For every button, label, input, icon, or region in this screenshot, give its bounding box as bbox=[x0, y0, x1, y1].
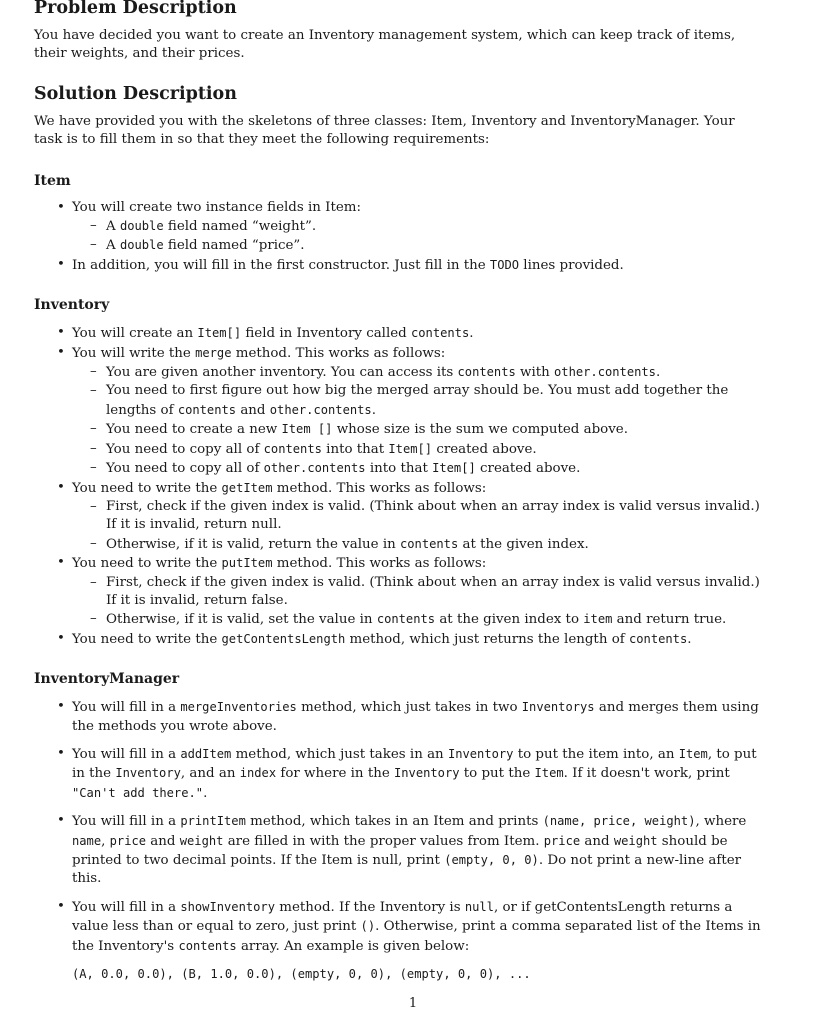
item-heading: Item bbox=[34, 172, 71, 189]
list-item: – You are given another inventory. You can access its contents with other.contents. bbox=[106, 363, 762, 382]
list-item: – You need to create a new Item [] whose size is the sum we computed above. bbox=[106, 420, 762, 439]
list-item: • In addition, you will fill in the first constructor. Just fill in the TODO lines provided. bbox=[72, 256, 762, 275]
inventory-heading: Inventory bbox=[34, 297, 110, 314]
inventory-list bbox=[34, 324, 762, 649]
list-item: • You will fill in a mergeInventories method, which just takes in two Inventorys and merges them using the methods you wrote above. bbox=[72, 698, 762, 736]
item-list bbox=[34, 199, 762, 276]
list-item: – Otherwise, if it is valid, set the value in contents at the given index to item and return true. bbox=[106, 610, 762, 629]
list-item: – A double field named “price”. bbox=[106, 236, 762, 255]
list-item: – You need to copy all of other.contents into that Item[] created above. bbox=[106, 459, 762, 478]
merge-steps bbox=[72, 363, 762, 478]
manager-list bbox=[34, 698, 762, 984]
page-number: 1 bbox=[408, 996, 418, 1011]
solution-text: We have provided you with the skeletons of three classes: Item, Inventory and InventoryManager. Your task is to fill them in so that they meet the following requirements: bbox=[34, 113, 735, 148]
list-item: • You will fill in a printItem method, which takes in an Item and prints (name, price, weight), where name, price and weight are filled in with the proper values from Item. price and weight should be printed to two decimal points. If the Item is null, print (empty, 0, 0). Do not print a new-line after this. bbox=[72, 812, 762, 889]
list-item: – You need to first figure out how big the merged array should be. You must add together the lengths of contents and other.contents. bbox=[106, 382, 762, 420]
putitem-steps bbox=[72, 574, 762, 630]
item-sublist bbox=[72, 217, 762, 256]
list-item: • You will create two instance fields in Item: – A double field named “weight”. – A double field named “price”. bbox=[72, 199, 762, 256]
list-item: – First, check if the given index is valid. (Think about when an array index is valid versus invalid.) If it is invalid, return false. bbox=[106, 574, 762, 611]
document-page bbox=[34, 0, 762, 993]
list-item: – A double field named “weight”. bbox=[106, 217, 762, 236]
list-item: • You will write the merge method. This works as follows: – You are given another inventory. You can access its contents with other.contents. – You need to first figure out how big the merged array should be. You must add together the lengths of contents and other.contents. – You need to create a new Item [] whose size is the sum we computed above. – You need to copy all of contents into that Item[] created above. – You need to copy all of other.contents into that Item[] created above. bbox=[72, 344, 762, 479]
list-item: • You will fill in a addItem method, which just takes in an Inventory to put the item into, an Item, to put in the Inventory, and an index for where in the Inventory to put the Item. If it doesn't work, print "Can't add there.". bbox=[72, 745, 762, 803]
getitem-steps bbox=[72, 498, 762, 554]
list-item: • You need to write the getContentsLength method, which just returns the length of contents. bbox=[72, 630, 762, 649]
list-item: • You need to write the getItem method. This works as follows: – First, check if the given index is valid. (Think about when an array index is valid versus invalid.) If it is invalid, return null. – Otherwise, if it is valid, return the value in contents at the given index. bbox=[72, 479, 762, 555]
list-item: – You need to copy all of contents into that Item[] created above. bbox=[106, 440, 762, 459]
solution-heading: Solution Description bbox=[34, 83, 237, 104]
list-item: • You need to write the putItem method. This works as follows: – First, check if the given index is valid. (Think about when an array index is valid versus invalid.) If it is invalid, return false. – Otherwise, if it is valid, set the value in contents at the given index to item and return true. bbox=[72, 554, 762, 630]
problem-text: You have decided you want to create an Inventory management system, which can keep track of items, their weights, and their prices. bbox=[34, 28, 736, 62]
manager-heading: InventoryManager bbox=[34, 671, 180, 688]
list-item: – First, check if the given index is valid. (Think about when an array index is valid versus invalid.) If it is invalid, return null. bbox=[106, 498, 762, 535]
list-item: • You will fill in a showInventory method. If the Inventory is null, or if getContentsLength returns a value less than or equal to zero, just print (). Otherwise, print a comma separated list of the Items in the Inventory's contents array. An example is given below: (A, 0.0, 0.0), (B, 1.0, 0.0), (empty, 0, 0), (empty, 0, 0), ... bbox=[72, 898, 762, 985]
list-item: • You will create an Item[] field in Inventory called contents. bbox=[72, 324, 762, 343]
problem-heading: Problem Description bbox=[34, 0, 237, 18]
example-output: (A, 0.0, 0.0), (B, 1.0, 0.0), (empty, 0, 0), (empty, 0, 0), ... bbox=[72, 967, 531, 982]
list-item: – Otherwise, if it is valid, return the value in contents at the given index. bbox=[106, 535, 762, 554]
